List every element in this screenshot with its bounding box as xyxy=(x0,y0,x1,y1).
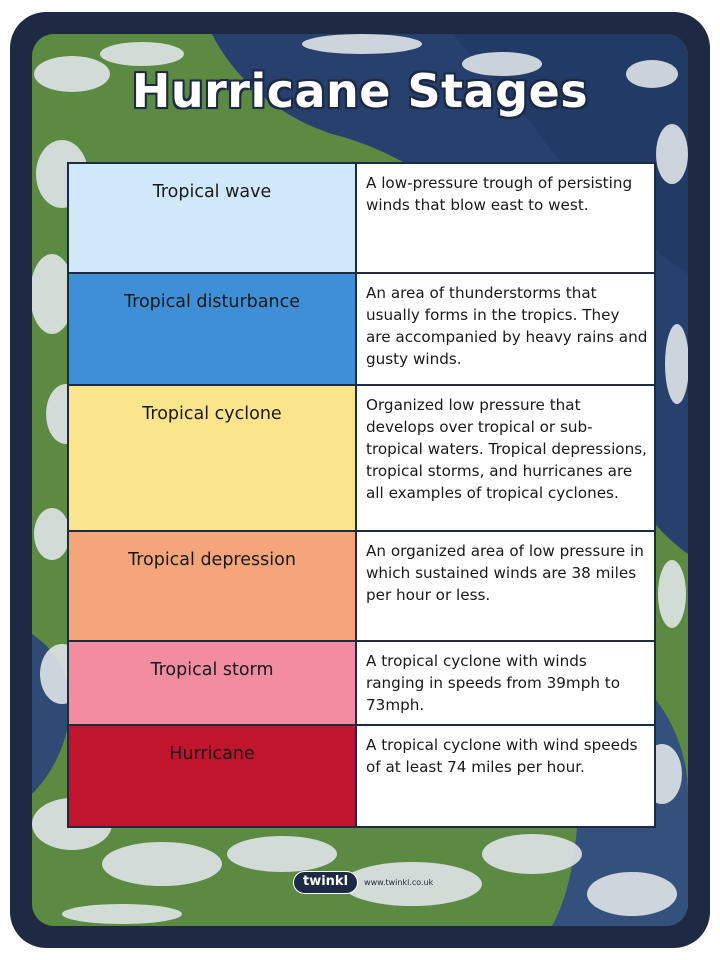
poster xyxy=(10,12,710,948)
stage-description-cell: An area of thunderstorms that usually forms in the tropics. They are accompanied by heavy rains and gusty winds. xyxy=(357,274,654,384)
table-row xyxy=(69,164,654,274)
stage-name-cell: Hurricane xyxy=(69,726,357,826)
table-row xyxy=(69,642,654,726)
page-title: Hurricane Stages xyxy=(131,64,589,118)
twinkl-logo[interactable] xyxy=(293,870,433,894)
stage-name-cell: Tropical wave xyxy=(69,164,357,272)
stage-name-cell: Tropical disturbance xyxy=(69,274,357,384)
table-row xyxy=(69,386,654,532)
stages-table xyxy=(67,162,656,828)
stage-description-cell: A tropical cyclone with winds ranging in speeds from 39mph to 73mph. xyxy=(357,642,654,724)
stage-name-cell: Tropical cyclone xyxy=(69,386,357,530)
stage-description-cell: A tropical cyclone with wind speeds of at least 74 miles per hour. xyxy=(357,726,654,826)
stage-name-cell: Tropical storm xyxy=(69,642,357,724)
logo-url: www.twinkl.co.uk xyxy=(364,877,434,887)
stage-description-cell: An organized area of low pressure in which sustained winds are 38 miles per hour or less. xyxy=(357,532,654,640)
table-row xyxy=(69,726,654,826)
table-row xyxy=(69,532,654,642)
table-row xyxy=(69,274,654,386)
stage-description-cell: A low-pressure trough of persisting winds that blow east to west. xyxy=(357,164,654,272)
stage-name-cell: Tropical depression xyxy=(69,532,357,640)
logo-brand: twinkl xyxy=(293,871,358,894)
stage-description-cell: Organized low pressure that develops over tropical or sub-tropical waters. Tropical depressions, tropical storms, and hurricanes are all examples of tropical cyclones. xyxy=(357,386,654,530)
